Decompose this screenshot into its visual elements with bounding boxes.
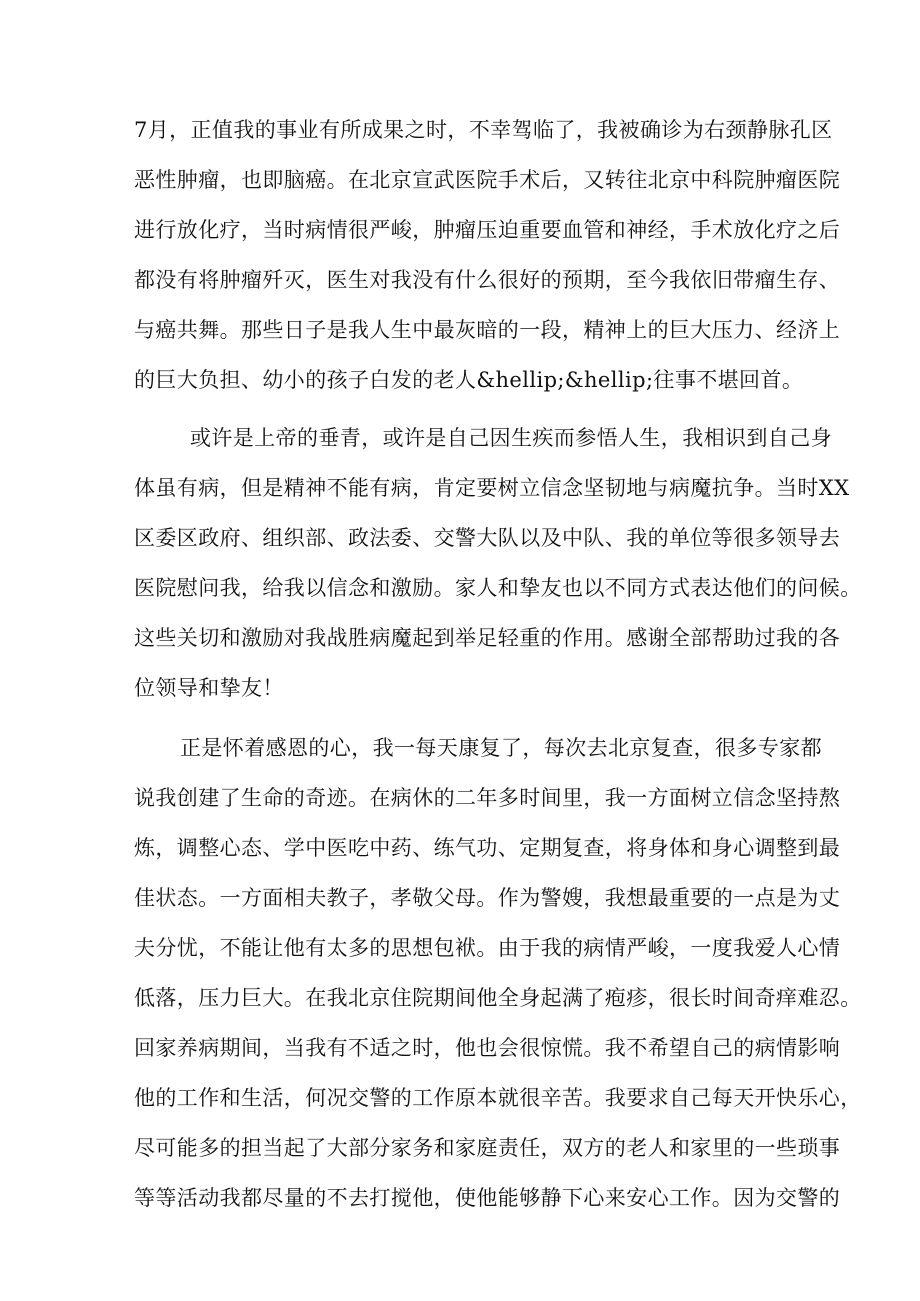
text-line: 他的工作和生活，何况交警的工作原本就很辛苦。我要求自己每天开快乐心， <box>134 1086 862 1110</box>
text-line: 尽可能多的担当起了大部分家务和家庭责任，双方的老人和家里的一些琐事 <box>134 1136 841 1160</box>
text-line: 与癌共舞。那些日子是我人生中最灰暗的一段，精神上的巨大压力、经济上 <box>134 318 841 342</box>
text-line: 正是怀着感恩的心，我一每天康复了，每次去北京复查，很多专家都 <box>180 736 822 760</box>
text-line: 夫分忧，不能让他有太多的思想包袱。由于我的病情严峻，一度我爱人心情 <box>134 936 841 960</box>
text-line: 的巨大负担、幼小的孩子白发的老人&hellip;&hellip;往事不堪回首。 <box>134 368 804 392</box>
text-line: 等等活动我都尽量的不去打搅他，使他能够静下心来安心工作。因为交警的 <box>134 1186 841 1210</box>
text-line: 说我创建了生命的奇迹。在病休的二年多时间里，我一方面树立信念坚持熬 <box>134 786 841 810</box>
text-line: 佳状态。一方面相夫教子，孝敬父母。作为警嫂，我想最重要的一点是为丈 <box>134 886 841 910</box>
text-line: 回家养病期间，当我有不适之时，他也会很惊慌。我不希望自己的病情影响 <box>134 1036 841 1060</box>
text-line: 进行放化疗，当时病情很严峻，肿瘤压迫重要血管和神经，手术放化疗之后 <box>134 218 841 242</box>
text-line: 这些关切和激励对我战胜病魔起到举足轻重的作用。感谢全部帮助过我的各 <box>134 626 841 650</box>
text-line: 恶性肿瘤，也即脑癌。在北京宣武医院手术后，又转往北京中科院肿瘤医院 <box>134 168 841 192</box>
text-line: 体虽有病，但是精神不能有病，肯定要树立信念坚韧地与病魔抗争。当时XX <box>134 476 850 500</box>
text-line: 区委区政府、组织部、政法委、交警大队以及中队、我的单位等很多领导去 <box>134 526 841 550</box>
text-line: 都没有将肿瘤歼灭，医生对我没有什么很好的预期，至今我依旧带瘤生存、 <box>134 268 841 292</box>
text-line: 位领导和挚友！ <box>134 676 284 700</box>
text-line: 7月，正值我的事业有所成果之时，不幸驾临了，我被确诊为右颈静脉孔区 <box>134 118 833 142</box>
text-line: 或许是上帝的垂青，或许是自己因生疾而参悟人生，我相识到自己身 <box>190 426 832 450</box>
text-line: 医院慰问我，给我以信念和激励。家人和挚友也以不同方式表达他们的问候。 <box>134 576 862 600</box>
text-line: 炼，调整心态、学中医吃中药、练气功、定期复查，将身体和身心调整到最 <box>134 836 841 860</box>
text-line: 低落，压力巨大。在我北京住院期间他全身起满了疱疹，很长时间奇痒难忍。 <box>134 986 862 1010</box>
